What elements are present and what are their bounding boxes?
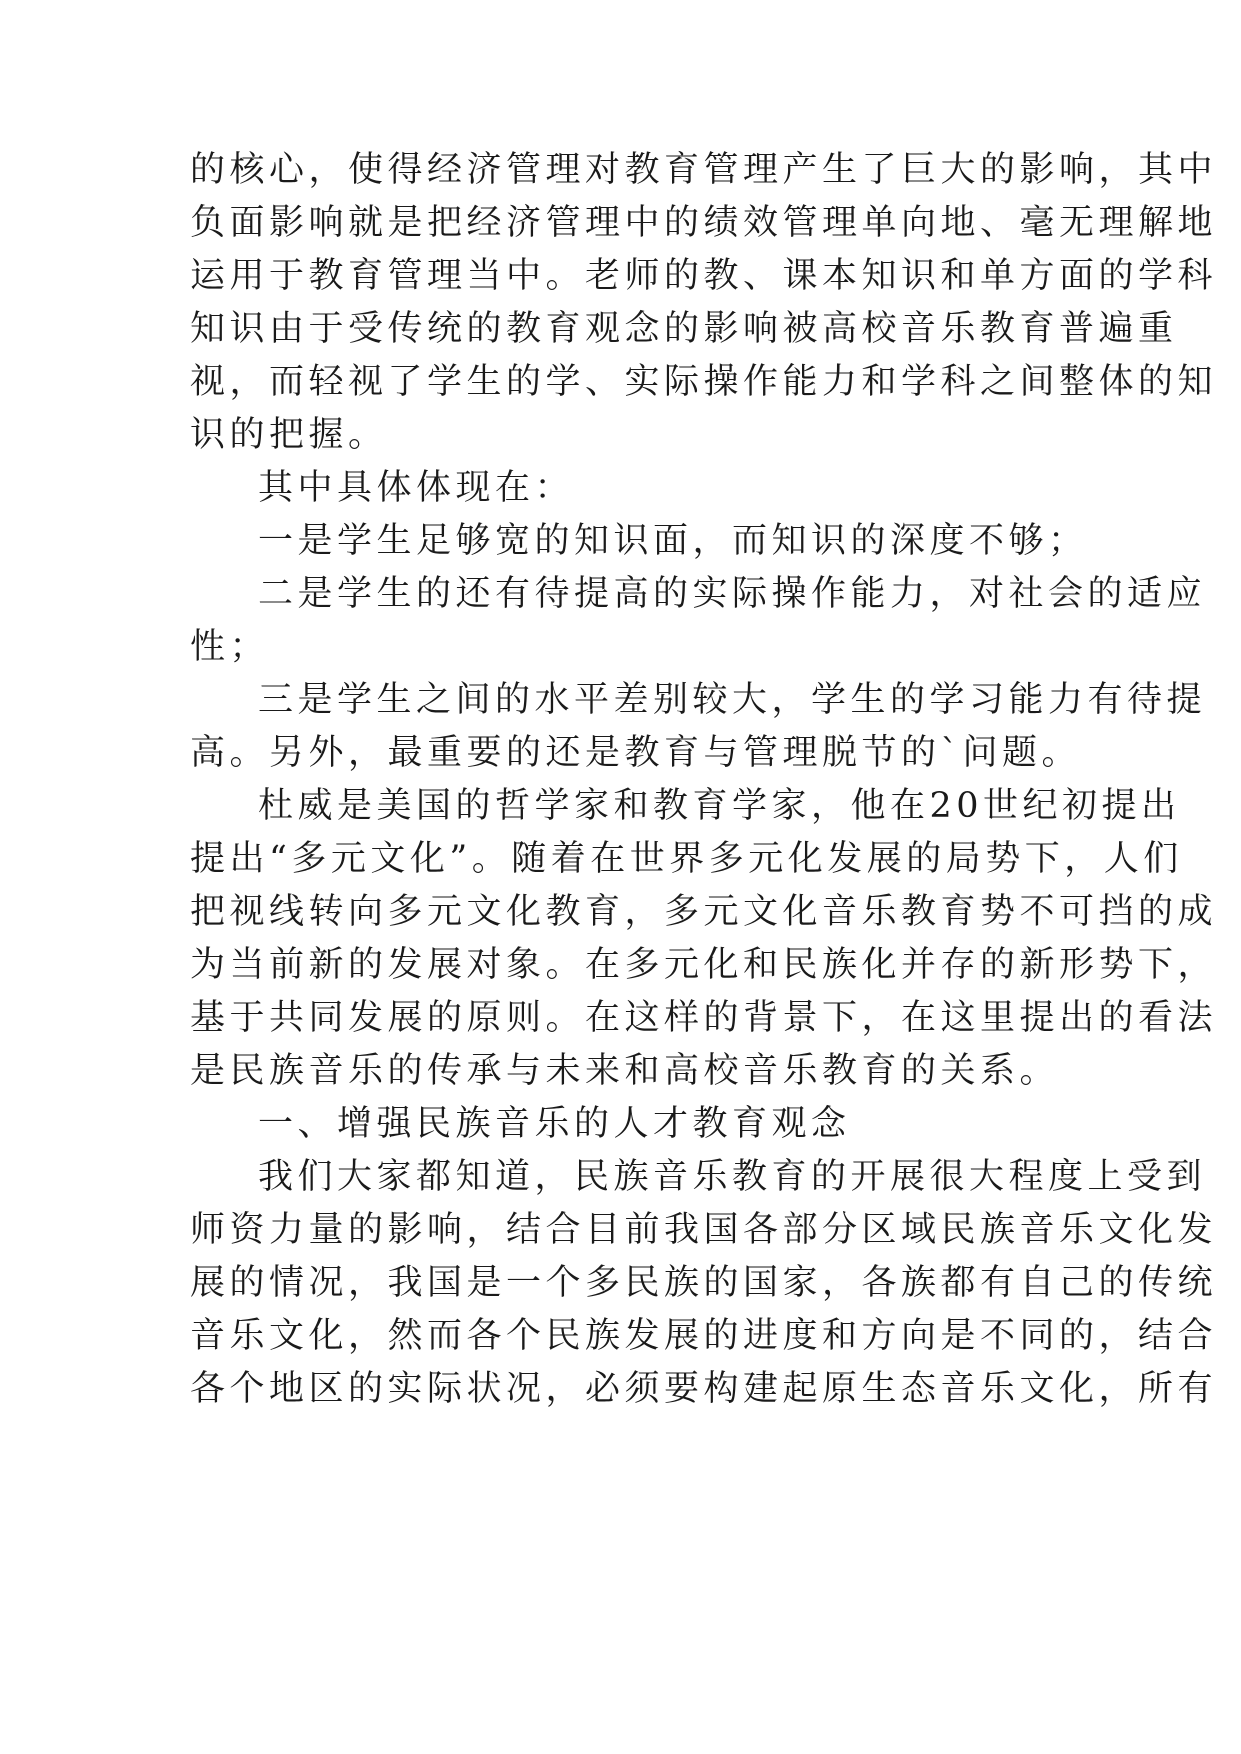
text-line: 一是学生足够宽的知识面，而知识的深度不够； (258, 521, 1088, 561)
text-line: 把视线转向多元文化教育，多元文化音乐教育势不可挡的成 (190, 892, 1218, 932)
text-line: 基于共同发展的原则。在这样的背景下，在这里提出的看法 (190, 998, 1218, 1038)
text-line: 高。另外，最重要的还是教育与管理脱节的`问题。 (190, 733, 1082, 773)
text-line: 是民族音乐的传承与未来和高校音乐教育的关系。 (190, 1051, 1060, 1091)
text-line: 运用于教育管理当中。老师的教、课本知识和单方面的学科 (190, 256, 1218, 296)
text-line: 知识由于受传统的教育观念的影响被高校音乐教育普遍重 (190, 309, 1178, 349)
section-heading: 一、增强民族音乐的人才教育观念 (258, 1104, 851, 1144)
text-line: 二是学生的还有待提高的实际操作能力，对社会的适应 (258, 574, 1207, 614)
text-line: 音乐文化，然而各个民族发展的进度和方向是不同的，结合 (190, 1316, 1218, 1356)
text-line: 师资力量的影响，结合目前我国各部分区域民族音乐文化发 (190, 1210, 1218, 1250)
text-line: 识的把握。 (190, 415, 388, 455)
text-line: 性； (190, 627, 270, 667)
text-line: 展的情况，我国是一个多民族的国家，各族都有自己的传统 (190, 1263, 1218, 1303)
text-line: 我们大家都知道，民族音乐教育的开展很大程度上受到 (258, 1157, 1207, 1197)
text-line: 的核心，使得经济管理对教育管理产生了巨大的影响，其中 (190, 150, 1218, 190)
text-line: 提出“多元文化”。随着在世界多元化发展的局势下，人们 (190, 839, 1183, 879)
text-line: 负面影响就是把经济管理中的绩效管理单向地、毫无理解地 (190, 203, 1218, 243)
text-line: 为当前新的发展对象。在多元化和民族化并存的新形势下， (190, 945, 1218, 985)
text-line: 视，而轻视了学生的学、实际操作能力和学科之间整体的知 (190, 362, 1218, 402)
text-line: 各个地区的实际状况，必须要构建起原生态音乐文化，所有 (190, 1369, 1218, 1409)
text-line: 三是学生之间的水平差别较大，学生的学习能力有待提 (258, 680, 1207, 720)
text-line: 其中具体体现在： (258, 468, 575, 508)
text-line: 杜威是美国的哲学家和教育学家，他在20世纪初提出 (258, 786, 1181, 826)
